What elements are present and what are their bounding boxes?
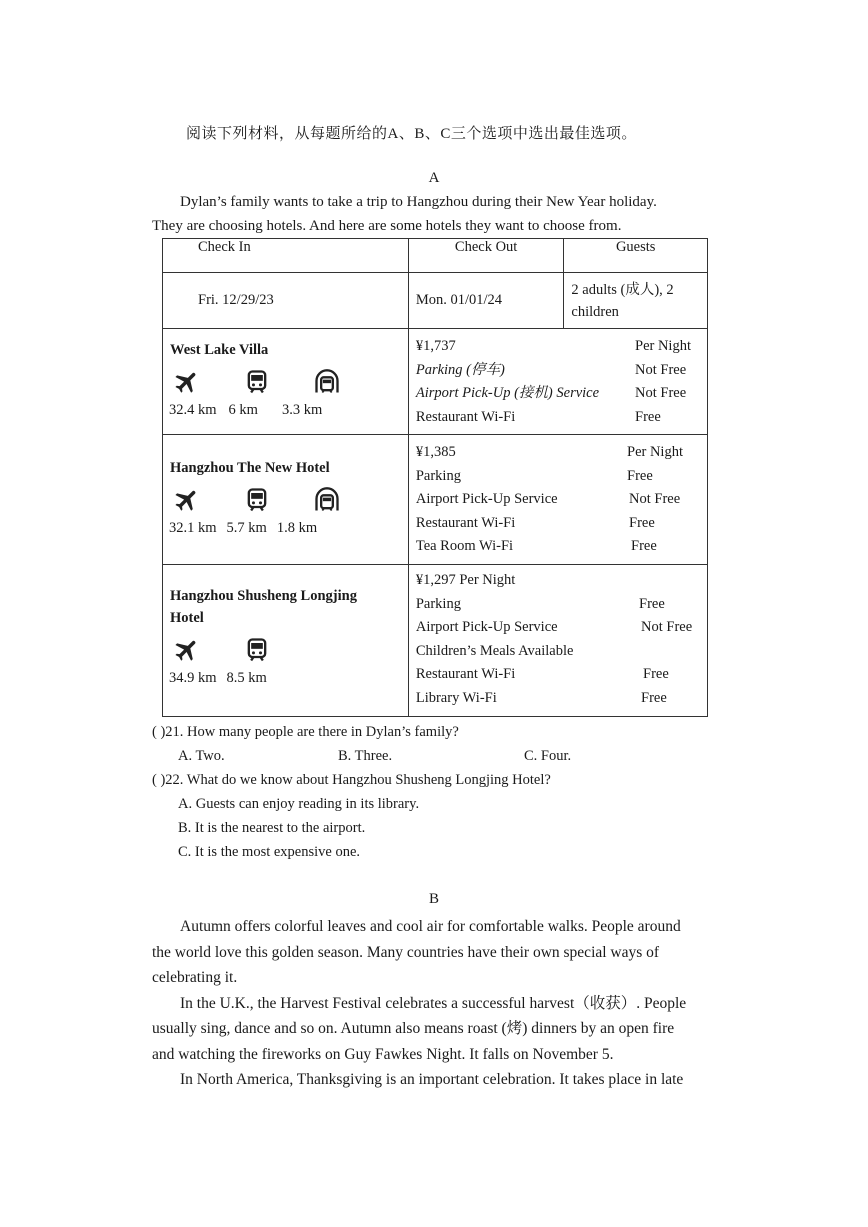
guests-value — [564, 273, 708, 329]
price-unit — [635, 569, 707, 593]
parking-label: Parking — [415, 467, 461, 484]
airport-pickup-value: Not Free — [641, 619, 693, 635]
distance-train: 6 km — [228, 402, 258, 418]
hotel-row — [163, 329, 708, 435]
library-wifi-label: Library Wi-Fi — [415, 689, 497, 706]
distance-subway: 3.3 km — [281, 402, 323, 418]
train-icon — [243, 636, 271, 664]
airport-pickup-label: Airport Pick-Up Service — [415, 491, 558, 507]
distance-airport: 32.1 km — [169, 520, 217, 536]
q21-option-a: A. Two. — [178, 748, 225, 764]
guests-line-2: children — [571, 303, 619, 320]
q22-option-c: C. It is the most expensive one. — [178, 844, 361, 860]
intro-line-2: They are choosing hotels. And here are some hotels they want to choose from. — [152, 218, 622, 234]
hotel-name: West Lake Villa — [170, 342, 269, 358]
distance-airport: 32.4 km — [169, 402, 217, 418]
table-header-row — [163, 239, 708, 273]
price-unit: Per Night — [635, 338, 691, 354]
intro-line-1: Dylan’s family wants to take a trip to Hangzhou during their New Year holiday. — [180, 194, 657, 210]
airplane-icon — [173, 636, 201, 664]
hotel-name-cell — [163, 329, 409, 435]
restaurant-wifi-label: Restaurant Wi-Fi — [415, 666, 516, 682]
parking-value: Not Free — [635, 361, 687, 378]
hotel-info-cell — [408, 565, 707, 717]
subway-icon — [313, 486, 341, 514]
distance-airport: 34.9 km — [169, 670, 217, 686]
train-icon — [243, 486, 271, 514]
section-a-letter: A — [428, 170, 440, 186]
hotel-info-cell — [408, 435, 707, 565]
hotel-name — [163, 565, 408, 629]
airport-pickup-label: Airport Pick-Up Service — [415, 619, 558, 635]
hotel-name: Hangzhou The New Hotel — [170, 460, 330, 476]
distance-train: 5.7 km — [226, 520, 267, 536]
header-guests: Guests — [564, 239, 708, 273]
question-22: ( )22. What do we know about Hangzhou Shusheng Longjing Hotel? — [152, 772, 551, 788]
p2-line-1: In the U.K., the Harvest Festival celebrates a successful harvest（收获）. People — [180, 994, 687, 1012]
p2-line-2: usually sing, dance and so on. Autumn also means roast (烤) dinners by an open fire — [152, 1020, 675, 1037]
hotel-table — [162, 238, 708, 717]
airport-pickup-value: Not Free — [635, 385, 687, 401]
hotel-info-cell — [408, 329, 707, 435]
train-icon — [243, 368, 271, 396]
childrens-meals-value — [635, 640, 707, 664]
question-21: ( )21. How many people are there in Dylan’s family? — [152, 724, 459, 740]
hotel-name-line-2: Hotel — [170, 610, 204, 626]
parking-label: Parking (停车) — [415, 361, 505, 378]
distance-subway: 1.8 km — [276, 520, 318, 536]
section-b-text — [152, 914, 732, 1093]
check-in-value: Fri. 12/29/23 — [163, 273, 409, 329]
check-out-value: Mon. 01/01/24 — [408, 273, 564, 329]
q21-option-c: C. Four. — [524, 748, 572, 764]
guests-line-1: 2 adults (成人), 2 — [571, 281, 674, 298]
price: ¥1,297 Per Night — [415, 572, 516, 588]
tea-room-wifi-label: Tea Room Wi-Fi — [415, 538, 514, 554]
parking-label: Parking — [415, 595, 461, 612]
restaurant-wifi-value: Free — [643, 666, 669, 682]
p2-line-3: and watching the fireworks on Guy Fawkes Night. It falls on November 5. — [152, 1045, 614, 1063]
p1-line-1: Autumn offers colorful leaves and cool air for comfortable walks. People around — [180, 918, 681, 935]
parking-value: Free — [627, 467, 653, 484]
header-check-in: Check In — [163, 239, 409, 273]
restaurant-wifi-value: Free — [635, 408, 661, 425]
airplane-icon — [173, 486, 201, 514]
childrens-meals-label: Children’s Meals Available — [415, 642, 574, 659]
subway-icon — [313, 368, 341, 396]
price-unit: Per Night — [627, 444, 683, 460]
tea-room-wifi-value: Free — [631, 538, 657, 554]
parking-value: Free — [639, 595, 665, 612]
library-wifi-value: Free — [641, 689, 667, 706]
airport-pickup-value: Not Free — [629, 491, 681, 507]
hotel-row — [163, 565, 708, 717]
p3-line-1: In North America, Thanksgiving is an important celebration. It takes place in late — [180, 1071, 684, 1088]
instruction: 阅读下列材料，从每题所给的A、B、C三个选项中选出最佳选项。 — [186, 126, 637, 142]
price: ¥1,737 — [415, 338, 456, 354]
hotel-name-cell — [163, 435, 409, 565]
q22-option-b: B. It is the nearest to the airport. — [178, 820, 366, 836]
restaurant-wifi-value: Free — [629, 514, 655, 531]
q21-option-b: B. Three. — [338, 748, 393, 764]
header-check-out: Check Out — [408, 239, 564, 273]
booking-row — [163, 273, 708, 329]
hotel-name-cell — [163, 565, 409, 717]
price: ¥1,385 — [415, 444, 456, 460]
restaurant-wifi-label: Restaurant Wi-Fi — [415, 514, 516, 531]
p1-line-2: the world love this golden season. Many countries have their own special ways of — [152, 943, 660, 961]
airport-pickup-label: Airport Pick-Up (接机) Service — [415, 385, 600, 401]
q22-option-a: A. Guests can enjoy reading in its library. — [178, 796, 420, 812]
restaurant-wifi-label: Restaurant Wi-Fi — [415, 408, 516, 425]
hotel-row — [163, 435, 708, 565]
p1-line-3: celebrating it. — [152, 969, 238, 986]
airplane-icon — [173, 368, 201, 396]
hotel-name-line-1: Hangzhou Shusheng Longjing — [170, 588, 357, 604]
section-b-letter: B — [428, 891, 439, 907]
distance-train: 8.5 km — [226, 670, 267, 686]
